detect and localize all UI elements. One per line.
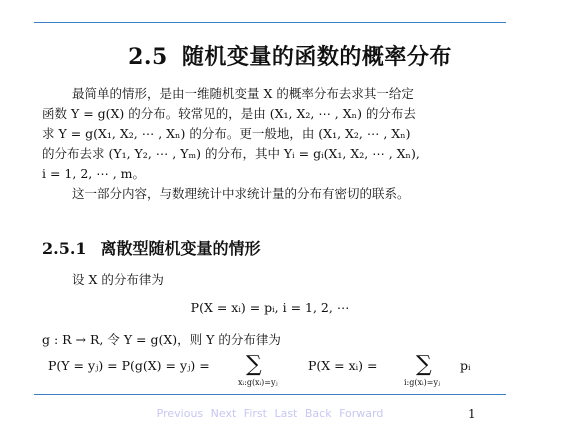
intro-line: 的分布去求 (Y₁, Y₂, ⋯ , Yₘ) 的分布，其中 Yᵢ = gᵢ(X₁, X₂, ⋯ , Xₙ),	[42, 146, 420, 161]
section-number: 2.5	[128, 44, 168, 70]
subsection-title-text: 离散型随机变量的情形	[100, 239, 261, 258]
intro-line: 函数 Y = g(X) 的分布。较常见的，是由 (X₁, X₂, ⋯ , Xₙ) 的分布去	[42, 106, 416, 121]
sum-subscript: i:g(xᵢ)=yⱼ	[404, 378, 441, 387]
subsection-number: 2.5.1	[42, 239, 87, 258]
nav-back-link[interactable]: Back	[304, 407, 332, 420]
nav-forward-link[interactable]: Forward	[339, 407, 384, 420]
section-title	[0, 40, 580, 71]
nav-last-link[interactable]: Last	[274, 407, 298, 420]
eq-middle: P(X = xᵢ) =	[308, 358, 378, 373]
sum-symbol: ∑	[416, 352, 432, 377]
intro-paragraph	[42, 84, 482, 204]
bottom-rule	[34, 394, 506, 395]
intro-line: i = 1, 2, ⋯ , m。	[42, 166, 145, 181]
sum-subscript: xᵢ:g(xᵢ)=yⱼ	[238, 378, 278, 387]
intro-line: 最简单的情形，是由一维随机变量 X 的概率分布去求其一给定	[72, 86, 414, 101]
nav-previous-link[interactable]: Previous	[156, 407, 204, 420]
nav-first-link[interactable]: First	[243, 407, 267, 420]
subsection-title	[42, 236, 261, 259]
equation-distribution: P(X = xᵢ) = pᵢ, i = 1, 2, ⋯	[190, 300, 350, 315]
eq-lhs: P(Y = yⱼ) = P(g(X) = yⱼ) =	[48, 358, 210, 373]
intro-line: 求 Y = g(X₁, X₂, ⋯ , Xₙ) 的分布。更一般地，由 (X₁, X₂, ⋯ , Xₙ)	[42, 126, 411, 141]
intro-second-paragraph: 这一部分内容，与数理统计中求统计量的分布有密切的联系。	[72, 186, 410, 201]
navigation-bar	[0, 407, 540, 420]
section-title-text: 随机变量的函数的概率分布	[181, 44, 452, 70]
sum-symbol: ∑	[246, 352, 262, 377]
equation-y-distribution	[48, 352, 488, 390]
mapping-text: g : R → R, 令 Y = g(X)，则 Y 的分布律为	[42, 332, 281, 347]
eq-rhs: pᵢ	[460, 358, 471, 373]
let-x-text: 设 X 的分布律为	[72, 272, 164, 287]
top-rule	[34, 22, 506, 23]
nav-next-link[interactable]: Next	[210, 407, 237, 420]
page-number: 1	[468, 407, 476, 421]
